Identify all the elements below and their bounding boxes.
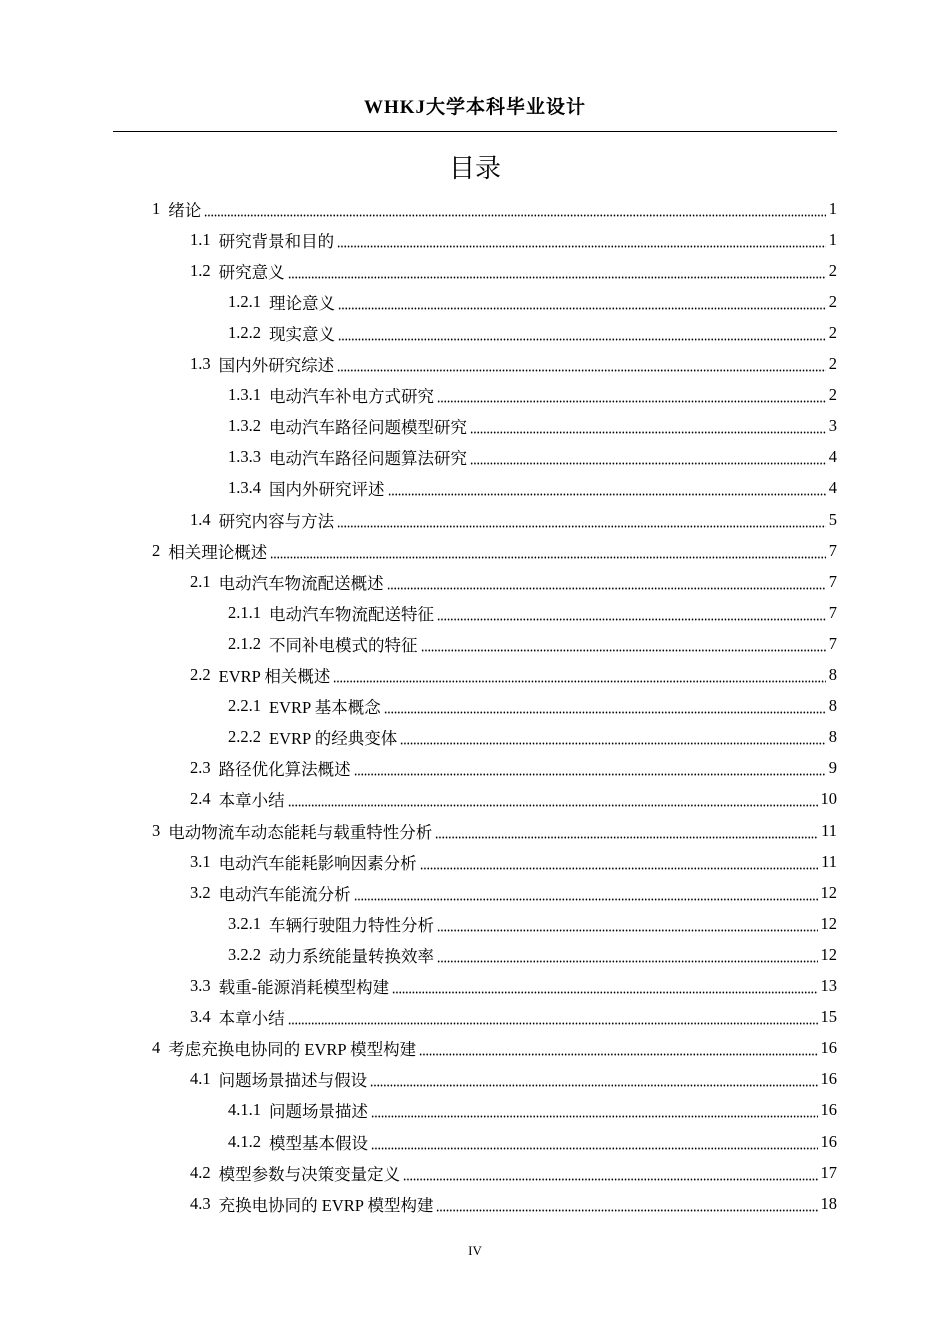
toc-entry-page: 2 bbox=[828, 260, 837, 280]
toc-dot-leader bbox=[288, 789, 818, 809]
toc-entry-number: 4 bbox=[152, 1038, 161, 1058]
toc-dot-leader bbox=[437, 945, 818, 965]
toc-entry-title: 动力系统能量转换效率 bbox=[269, 946, 434, 966]
toc-entry-page: 11 bbox=[821, 851, 837, 871]
toc-entry-page: 11 bbox=[821, 820, 837, 840]
toc-dot-leader bbox=[337, 510, 826, 530]
toc-entry-title: 电动汽车能流分析 bbox=[218, 884, 351, 904]
toc-dot-leader bbox=[470, 447, 826, 467]
toc-dot-leader bbox=[437, 603, 826, 623]
toc-entry-title: 研究意义 bbox=[218, 262, 285, 282]
toc-entry-title: 电动汽车路径问题算法研究 bbox=[269, 449, 467, 469]
toc-entry-title: 本章小结 bbox=[218, 791, 285, 811]
toc-entry[interactable] bbox=[190, 566, 837, 597]
toc-entry[interactable] bbox=[228, 473, 837, 504]
toc-entry[interactable] bbox=[190, 877, 837, 908]
toc-dot-leader bbox=[388, 478, 826, 498]
toc-entry-title: 相关理论概述 bbox=[168, 542, 268, 562]
toc-dot-leader bbox=[204, 199, 826, 219]
toc-entry[interactable] bbox=[190, 971, 837, 1002]
toc-entry-title: 模型参数与决策变量定义 bbox=[218, 1164, 401, 1184]
toc-entry-number: 2.2.1 bbox=[228, 696, 261, 716]
toc-entry-page: 18 bbox=[820, 1193, 837, 1213]
toc-entry-number: 3.2.1 bbox=[228, 913, 261, 933]
toc-entry[interactable] bbox=[152, 1033, 837, 1064]
toc-entry-title: 研究背景和目的 bbox=[218, 231, 335, 251]
toc-dot-leader bbox=[403, 1163, 817, 1183]
toc-entry-number: 2.2 bbox=[190, 665, 211, 684]
toc-entry-number: 1.3.4 bbox=[228, 478, 261, 498]
toc-entry[interactable] bbox=[228, 317, 837, 348]
toc-entry-page: 5 bbox=[828, 509, 837, 529]
toc-entry[interactable] bbox=[190, 1002, 837, 1033]
toc-entry-number: 4.1 bbox=[190, 1069, 211, 1089]
toc-entry-number: 1.2 bbox=[190, 260, 211, 280]
toc-entry-page: 16 bbox=[820, 1038, 837, 1058]
toc-entry-title: EVRP 基本概念 bbox=[269, 698, 381, 718]
toc-entry[interactable] bbox=[152, 535, 837, 566]
toc-dot-leader bbox=[288, 261, 826, 281]
toc-entry-page: 12 bbox=[820, 913, 837, 933]
toc-entry-title: 电动汽车物流配送概述 bbox=[218, 573, 384, 593]
toc-entry-number: 1.3.3 bbox=[228, 447, 261, 467]
toc-entry[interactable] bbox=[190, 349, 837, 380]
toc-entry-title: 电动汽车路径问题模型研究 bbox=[269, 418, 467, 438]
toc-entry[interactable] bbox=[228, 908, 837, 939]
toc-entry[interactable] bbox=[190, 784, 837, 815]
toc-dot-leader bbox=[437, 385, 826, 405]
toc-entry[interactable] bbox=[190, 846, 837, 877]
toc-entry-number: 1.1 bbox=[190, 229, 211, 249]
toc-entry[interactable] bbox=[228, 691, 837, 722]
toc-entry-page: 13 bbox=[820, 976, 837, 995]
toc-dot-leader bbox=[333, 665, 825, 685]
page-number: IV bbox=[468, 1243, 482, 1258]
toc-entry-title: 问题场景描述与假设 bbox=[218, 1071, 368, 1091]
toc-entry-title: 国内外研究评述 bbox=[269, 480, 385, 500]
toc-entry-number: 3.2.2 bbox=[228, 944, 261, 964]
toc-entry-number: 1.3 bbox=[190, 354, 211, 373]
toc-entry[interactable] bbox=[152, 193, 837, 224]
toc-entry[interactable] bbox=[228, 722, 837, 753]
toc-entry-number: 4.1.1 bbox=[228, 1100, 261, 1120]
toc-entry[interactable] bbox=[190, 753, 837, 784]
toc-entry[interactable] bbox=[190, 224, 837, 255]
toc-entry-page: 4 bbox=[828, 478, 837, 498]
toc-dot-leader bbox=[338, 292, 826, 312]
toc-entry-title: 模型基本假设 bbox=[269, 1133, 368, 1153]
toc-entry[interactable] bbox=[228, 1095, 837, 1126]
toc-entry-page: 1 bbox=[828, 229, 837, 249]
toc-entry-title: 考虑充换电协同的 EVRP 模型构建 bbox=[168, 1040, 417, 1060]
toc-dot-leader bbox=[400, 727, 826, 747]
toc-entry-title: 绪论 bbox=[168, 200, 202, 220]
toc-entry-page: 16 bbox=[820, 1069, 837, 1089]
toc-entry[interactable] bbox=[228, 1126, 837, 1157]
toc-dot-leader bbox=[370, 1069, 817, 1089]
toc-entry-title: 电动物流车动态能耗与载重特性分析 bbox=[168, 822, 433, 842]
toc-entry-number: 1.3.2 bbox=[228, 416, 261, 436]
toc-entry-page: 3 bbox=[828, 416, 837, 436]
toc-entry-page: 2 bbox=[828, 291, 837, 311]
toc-entry-title: 现实意义 bbox=[269, 324, 335, 344]
toc-dot-leader bbox=[354, 883, 818, 903]
toc-entry-page: 7 bbox=[828, 571, 837, 591]
toc-entry-page: 10 bbox=[820, 789, 837, 809]
toc-dot-leader bbox=[392, 976, 817, 996]
toc-entry-number: 4.3 bbox=[190, 1193, 211, 1213]
toc-entry-page: 7 bbox=[828, 540, 837, 560]
toc-entry-title: 载重-能源消耗模型构建 bbox=[218, 978, 390, 997]
toc-entry-number: 3.4 bbox=[190, 1007, 211, 1027]
toc-entry[interactable] bbox=[228, 442, 837, 473]
toc-entry-title: 研究内容与方法 bbox=[218, 511, 335, 531]
toc-entry-number: 3.3 bbox=[190, 976, 211, 995]
toc-dot-leader bbox=[421, 634, 826, 654]
toc-entry-title: 不同补电模式的特征 bbox=[269, 635, 418, 655]
toc-entry[interactable] bbox=[228, 411, 837, 442]
toc-entry-number: 3.1 bbox=[190, 851, 211, 871]
toc-entry-page: 1 bbox=[828, 198, 837, 218]
toc-entry-page: 8 bbox=[828, 665, 837, 684]
toc-dot-leader bbox=[270, 541, 826, 561]
toc-entry-page: 9 bbox=[828, 758, 837, 778]
toc-entry-title: 电动汽车物流配送特征 bbox=[269, 604, 434, 624]
toc-entry-page: 2 bbox=[828, 385, 837, 405]
toc-dot-leader bbox=[435, 821, 818, 841]
toc-entry[interactable] bbox=[228, 597, 837, 628]
toc-entry-title: 充换电协同的 EVRP 模型构建 bbox=[218, 1195, 434, 1215]
toc-dot-leader bbox=[371, 1100, 818, 1120]
toc-entry[interactable] bbox=[228, 939, 837, 970]
toc-entry-page: 4 bbox=[828, 447, 837, 467]
toc-entry-number: 4.2 bbox=[190, 1162, 211, 1182]
toc-entry[interactable] bbox=[190, 660, 837, 691]
toc-entry-number: 1.2.2 bbox=[228, 322, 261, 342]
toc-entry-title: 路径优化算法概述 bbox=[218, 760, 351, 780]
toc-entry-number: 2.3 bbox=[190, 758, 211, 778]
header-rule bbox=[113, 131, 837, 132]
toc-entry-number: 2.2.2 bbox=[228, 727, 261, 747]
toc-dot-leader bbox=[354, 758, 826, 778]
toc-dot-leader bbox=[420, 852, 818, 872]
toc-entry-number: 1.2.1 bbox=[228, 291, 261, 311]
toc-entry-number: 2.1.1 bbox=[228, 602, 261, 622]
toc-entry-number: 1.4 bbox=[190, 509, 211, 529]
toc-entry-number: 4.1.2 bbox=[228, 1131, 261, 1151]
toc-entry-title: 本章小结 bbox=[218, 1009, 285, 1029]
toc-entry-page: 7 bbox=[828, 602, 837, 622]
toc-entry-page: 2 bbox=[828, 354, 837, 373]
toc-entry-page: 16 bbox=[820, 1131, 837, 1151]
toc-entry-number: 2.1.2 bbox=[228, 633, 261, 653]
toc-entry-page: 8 bbox=[828, 727, 837, 747]
toc-entry-page: 17 bbox=[820, 1162, 837, 1182]
toc-entry-title: EVRP 的经典变体 bbox=[269, 729, 398, 749]
toc-entry-title: EVRP 相关概述 bbox=[218, 667, 331, 686]
toc-dot-leader bbox=[338, 323, 826, 343]
toc-entry-title: 电动汽车能耗影响因素分析 bbox=[218, 853, 417, 873]
toc-entry-number: 2.1 bbox=[190, 571, 211, 591]
toc-entry-title: 国内外研究综述 bbox=[218, 356, 335, 375]
toc-entry[interactable] bbox=[190, 1064, 837, 1095]
toc-dot-leader bbox=[288, 1007, 818, 1027]
toc-entry[interactable] bbox=[228, 628, 837, 659]
toc-dot-leader bbox=[436, 1194, 817, 1214]
toc-entry-title: 问题场景描述 bbox=[269, 1102, 368, 1122]
toc-entry-number: 1.3.1 bbox=[228, 385, 261, 405]
page-header: WHKJ大学本科毕业设计 bbox=[363, 97, 587, 118]
toc-dot-leader bbox=[470, 416, 826, 436]
toc-dot-leader bbox=[384, 696, 826, 716]
toc-entry-number: 2.4 bbox=[190, 789, 211, 809]
toc-entry[interactable] bbox=[228, 286, 837, 317]
toc-entry[interactable] bbox=[152, 815, 837, 846]
toc-entry-title: 车辆行驶阻力特性分析 bbox=[269, 915, 434, 935]
toc-entry-title: 电动汽车补电方式研究 bbox=[269, 387, 434, 407]
toc-entry[interactable] bbox=[190, 504, 837, 535]
toc-entry-page: 2 bbox=[828, 322, 837, 342]
toc-entry-page: 12 bbox=[820, 882, 837, 902]
toc-entry-number: 2 bbox=[152, 540, 161, 560]
toc-entry[interactable] bbox=[228, 380, 837, 411]
toc-entry-page: 8 bbox=[828, 696, 837, 716]
toc-dot-leader bbox=[371, 1132, 818, 1152]
toc-entry-page: 15 bbox=[820, 1007, 837, 1027]
toc-entry-number: 3 bbox=[152, 820, 161, 840]
toc-entry-number: 3.2 bbox=[190, 882, 211, 902]
toc-entry-page: 16 bbox=[820, 1100, 837, 1120]
toc-dot-leader bbox=[387, 572, 826, 592]
toc-entry-number: 1 bbox=[152, 198, 161, 218]
toc-dot-leader bbox=[337, 230, 826, 250]
toc-dot-leader bbox=[437, 914, 818, 934]
toc-entry-page: 7 bbox=[828, 633, 837, 653]
toc-entry[interactable] bbox=[190, 1188, 837, 1219]
toc-entry-page: 12 bbox=[820, 944, 837, 964]
toc-entry-title: 理论意义 bbox=[269, 293, 335, 313]
toc-entry[interactable] bbox=[190, 1157, 837, 1188]
toc-dot-leader bbox=[337, 354, 826, 374]
toc-entry[interactable] bbox=[190, 255, 837, 286]
toc-title: 目录 bbox=[448, 154, 501, 184]
toc-dot-leader bbox=[419, 1038, 817, 1058]
